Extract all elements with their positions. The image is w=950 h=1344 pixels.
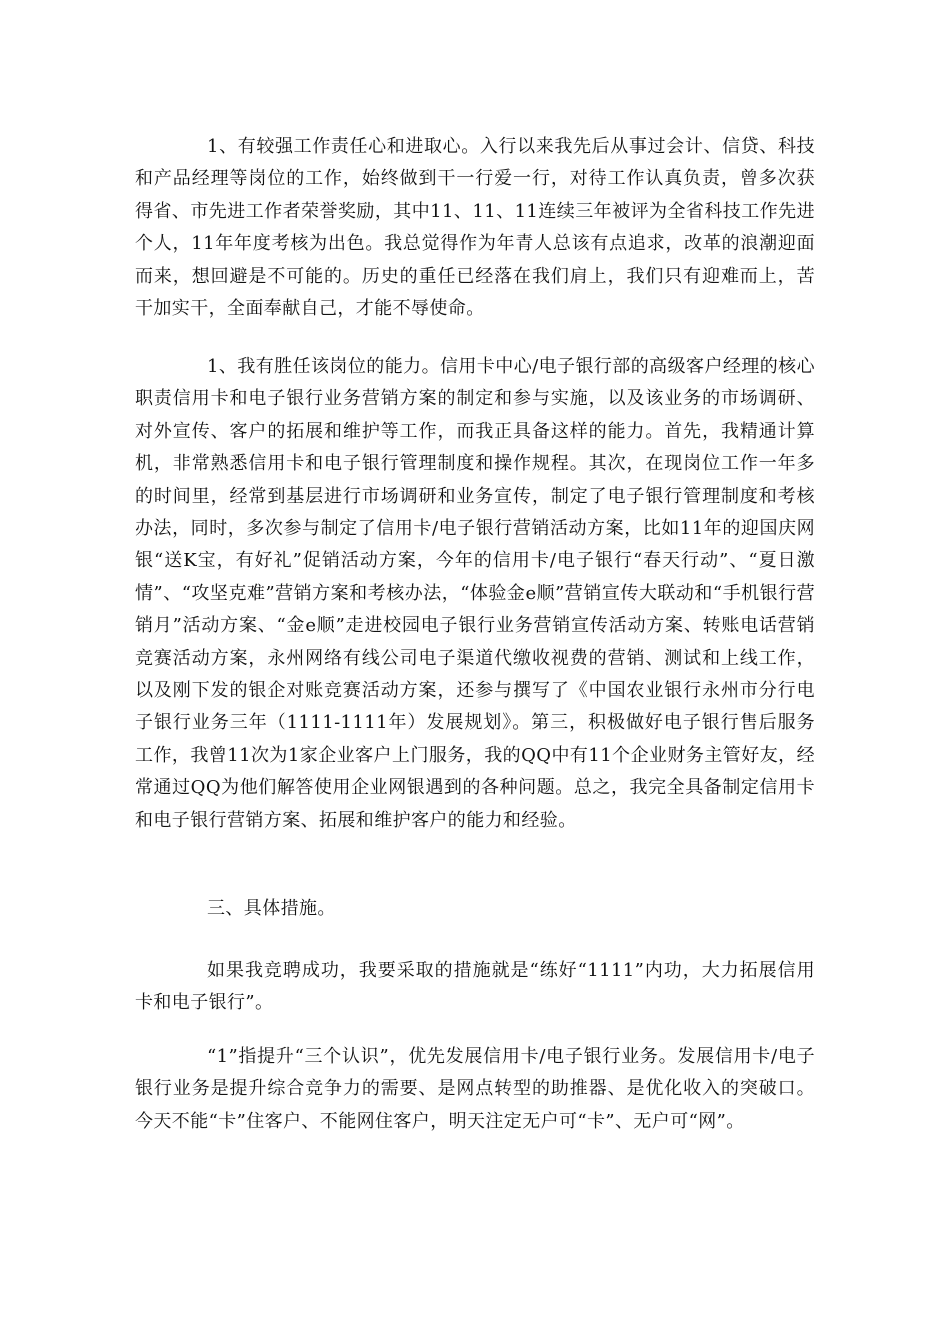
paragraph-measures-intro: 如果我竞聘成功，我要采取的措施就是“练好“1111”内功，大力拓展信用卡和电子银行”。 xyxy=(135,960,815,1014)
section-heading-measures: 三、具体措施。 xyxy=(207,898,336,919)
paragraph-three-awareness: “1”指提升“三个认识”，优先发展信用卡/电子银行业务。发展信用卡/电子银行业务是提升综合竞争力的需要、是网点转型的助推器、是优化收入的突破口。今天不能“卡”住客户、不能网住客户，明天注定无户可“卡”、无户可“网”。 xyxy=(135,1046,815,1132)
paragraph-competence: 1、我有胜任该岗位的能力。信用卡中心/电子银行部的高级客户经理的核心职责信用卡和电子银行业务营销方案的制定和参与实施，以及该业务的市场调研、对外宣传、客户的拓展和维护等工作，而我正具备这样的能力。首先，我精通计算机，非常熟悉信用卡和电子银行管理制度和操作规程。其次，在现岗位工作一年多的时间里，经常到基层进行市场调研和业务宣传，制定了电子银行管理制度和考核办法，同时，多次参与制定了信用卡/电子银行营销活动方案，比如11年的迎国庆网银“送K宝，有好礼”促销活动方案，今年的信用卡/电子银行“春天行动”、“夏日激情”、“攻坚克难”营销方案和考核办法，“体验金e顺”营销宣传大联动和“手机银行营销月”活动方案、“金e顺”走进校园电子银行业务营销宣传活动方案、转账电话营销竞赛活动方案，永州网络有线公司电子渠道代缴收视费的营销、测试和上线工作，以及刚下发的银企对账竞赛活动方案，还参与撰写了《中国农业银行永州市分行电子银行业务三年（1111-1111年）发展规划》。第三，积极做好电子银行售后服务工作，我曾11次为1家企业客户上门服务，我的QQ中有11个企业财务主管好友，经常通过QQ为他们解答使用企业网银遇到的各种问题。总之，我完全具备制定信用卡和电子银行营销方案、拓展和维护客户的能力和经验。 xyxy=(135,356,815,831)
paragraph-responsibility: 1、有较强工作责任心和进取心。入行以来我先后从事过会计、信贷、科技和产品经理等岗位的工作，始终做到干一行爱一行，对待工作认真负责，曾多次获得省、市先进工作者荣誉奖励，其中11、11、11连续三年被评为全省科技工作先进个人，11年年度考核为出色。我总觉得作为年青人总该有点追求，改革的浪潮迎面而来，想回避是不可能的。历史的重任已经落在我们肩上，我们只有迎难而上，苦干加实干，全面奉献自己，才能不辱使命。 xyxy=(135,136,815,320)
